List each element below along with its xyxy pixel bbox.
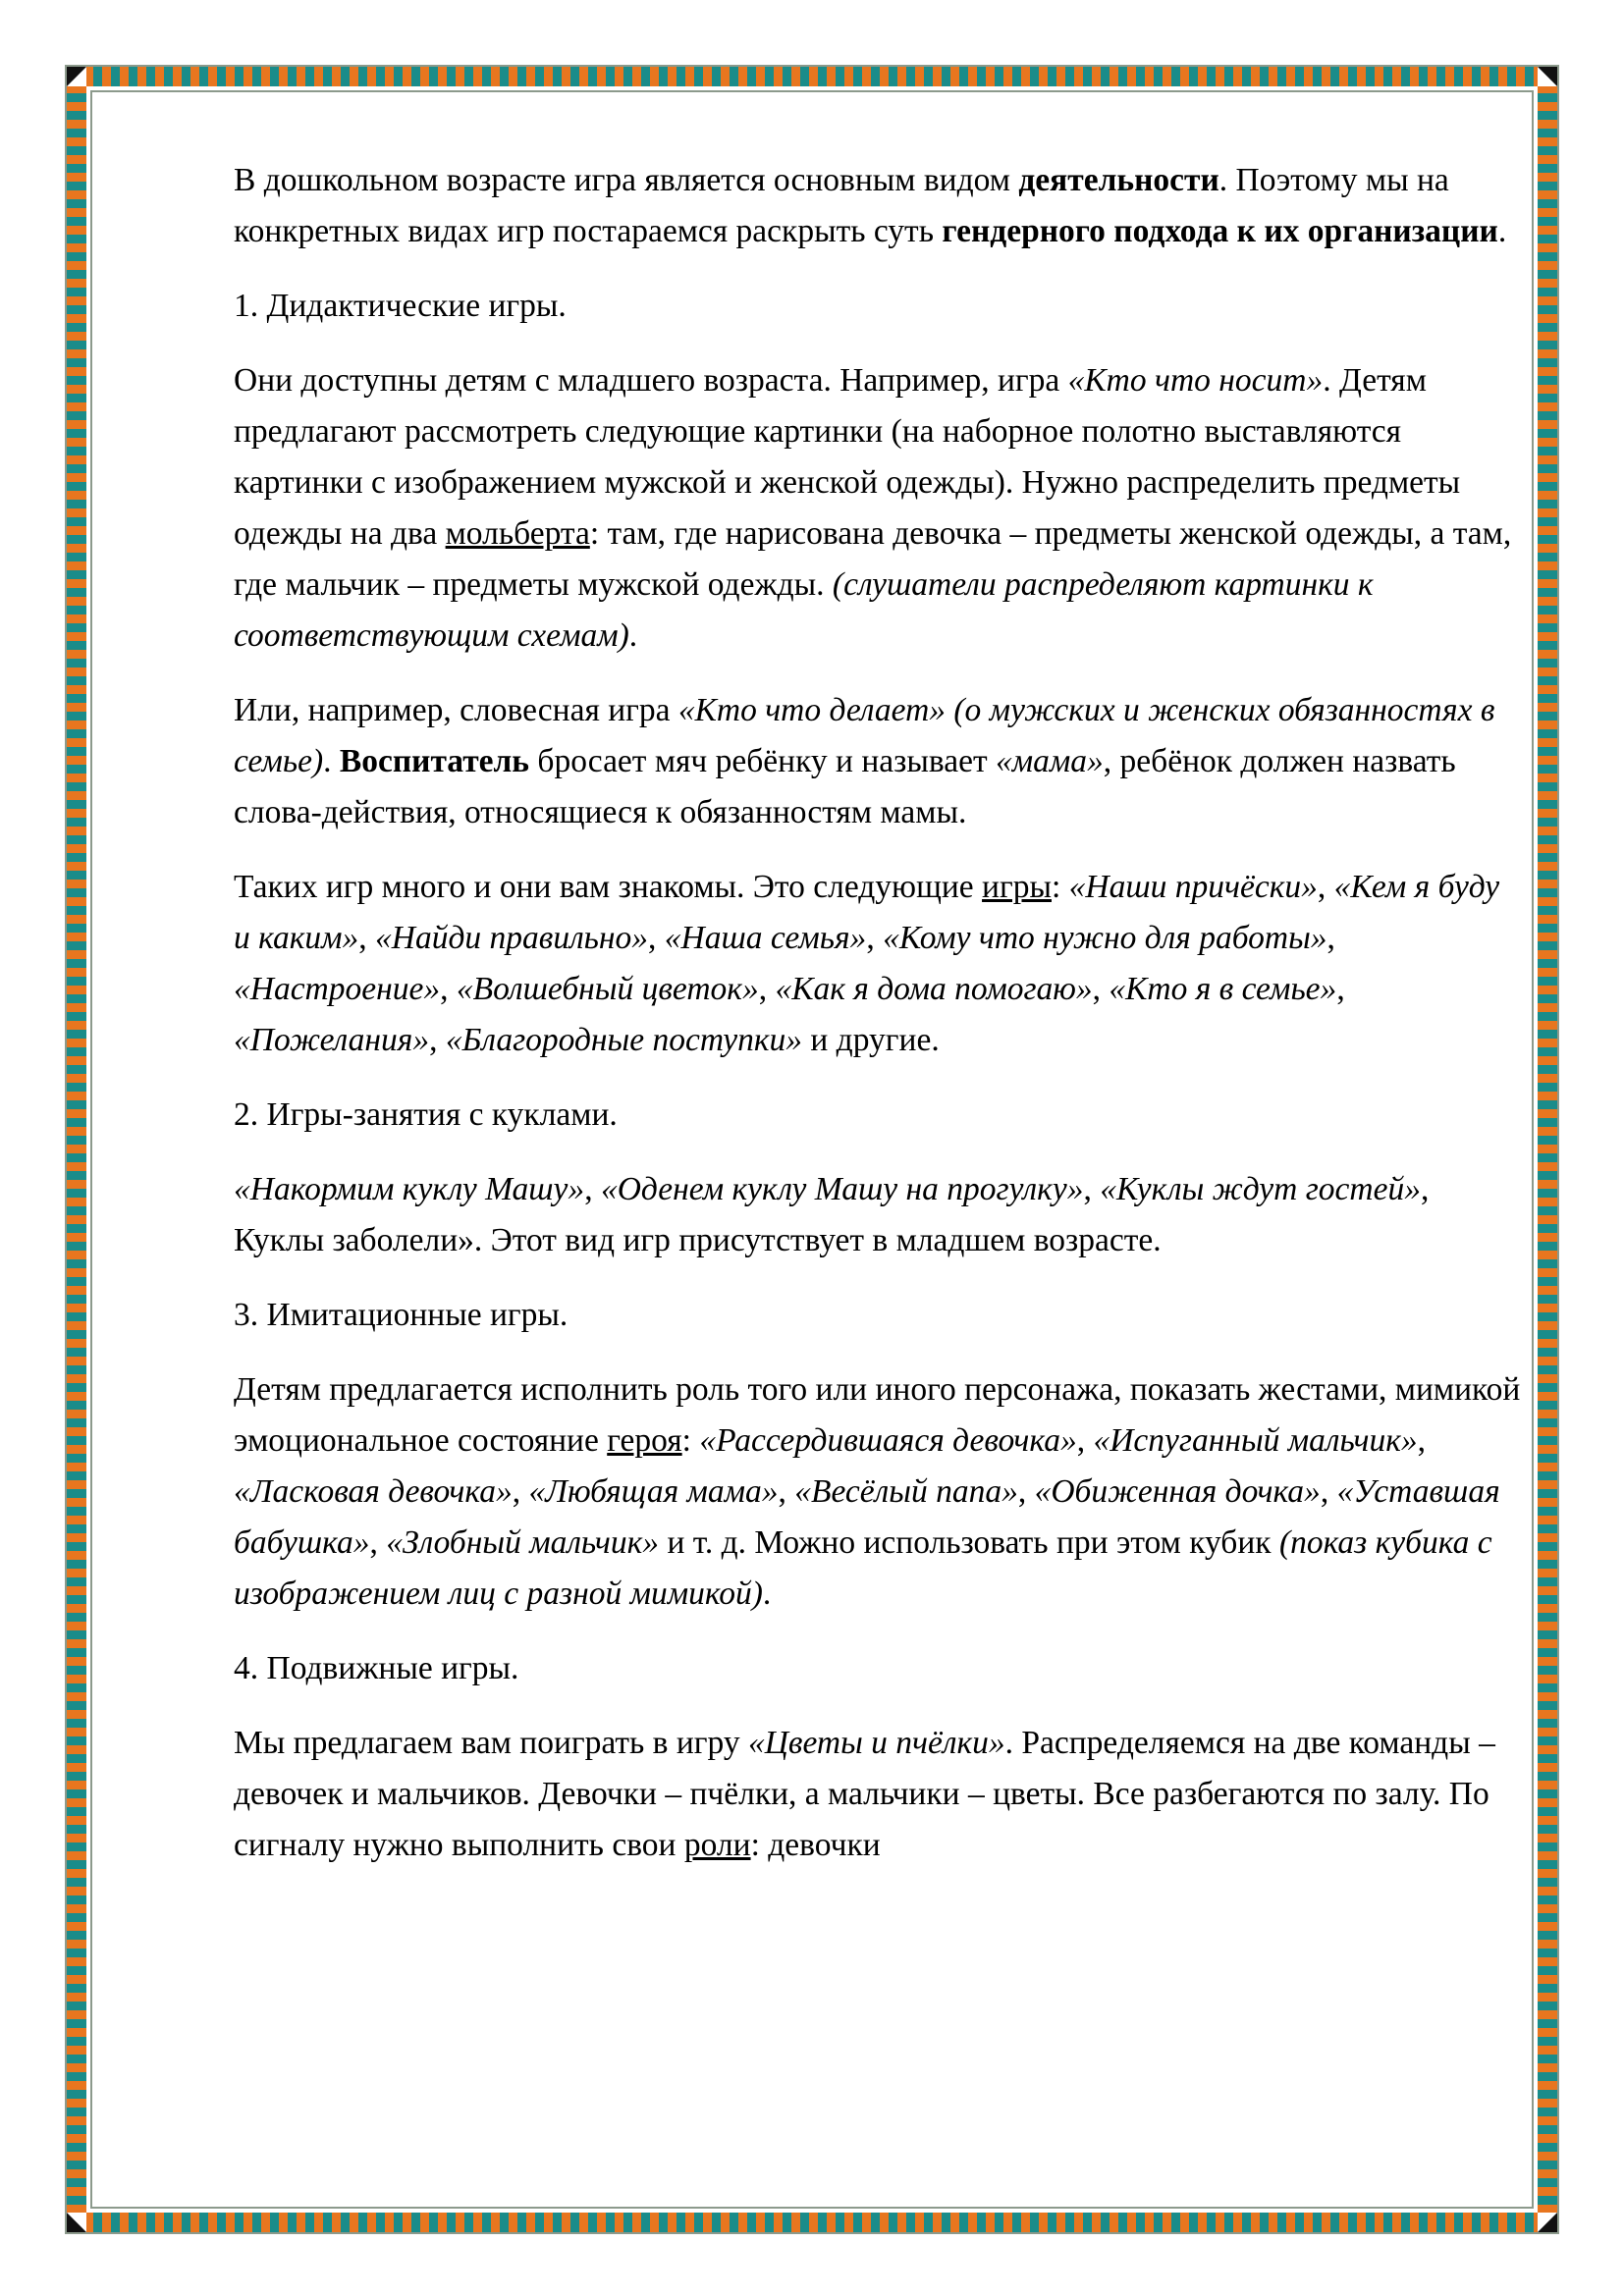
- border-corner-top-left: [67, 67, 86, 86]
- paragraph-games-list: Таких игр много и они вам знакомы. Это следующие игры: «Наши причёски», «Кем я буду и каким», «Найди правильно», «Наша семья», «Кому что нужно для работы», «Настроение», «Волшебный цветок», «Как я дома помогаю», «Кто я в семье», «Пожелания», «Благородные поступки» и другие.: [234, 869, 1500, 1058]
- paragraph-intro: В дошкольном возрасте игра является основным видом деятельности. Поэтому мы на конкретных видах игр постараемся раскрыть суть гендерного подхода к их организации.: [234, 162, 1507, 249]
- paragraph-doll-games: «Накормим куклу Машу», «Оденем куклу Машу на прогулку», «Куклы ждут гостей», Куклы заболели». Этот вид игр присутствует в младшем возрасте.: [234, 1171, 1430, 1258]
- decorative-border-bottom: [67, 2213, 1557, 2232]
- link-molbert[interactable]: мольберта: [445, 515, 590, 552]
- heading-doll-games: 2. Игры-занятия с куклами.: [234, 1096, 618, 1133]
- decorative-border-left: [67, 67, 86, 2232]
- link-igry[interactable]: игры: [982, 869, 1052, 905]
- paragraph-didactic: Они доступны детям с младшего возраста. Например, игра «Кто что носит». Детям предлагают рассмотреть следующие картинки (на наборное полотно выставляются картинки с изображением мужской и женской одежды). Нужно распределить предметы одежды на два мольберта: там, где нарисована девочка – предметы женской одежды, а там, где мальчик – предметы мужской одежды. (слушатели распределяют картинки к соответствующим схемам).: [234, 362, 1512, 654]
- border-corner-bottom-left: [67, 2213, 86, 2232]
- paragraph-word-game: Или, например, словесная игра «Кто что делает» (о мужских и женских обязанностях в семье). Воспитатель бросает мяч ребёнку и называет «мама», ребёнок должен назвать слова-действия, относящиеся к обязанностям мамы.: [234, 692, 1495, 830]
- decorative-border-top: [67, 67, 1557, 86]
- border-corner-top-right: [1538, 67, 1557, 86]
- heading-didactic-games: 1. Дидактические игры.: [234, 288, 567, 324]
- paragraph-imitation: Детям предлагается исполнить роль того или иного персонажа, показать жестами, мимикой эмоциональное состояние героя: «Рассердившаяся девочка», «Испуганный мальчик», «Ласковая девочка», «Любящая мама», «Весёлый папа», «Обиженная дочка», «Уставшая бабушка», «Злобный мальчик» и т. д. Можно использовать при этом кубик (показ кубика с изображением лиц с разной мимикой).: [234, 1371, 1521, 1612]
- link-roli[interactable]: роли: [683, 1827, 751, 1863]
- heading-active-games: 4. Подвижные игры.: [234, 1650, 519, 1686]
- paragraph-active-games: Мы предлагаем вам поиграть в игру «Цветы и пчёлки». Распределяемся на две команды – девочек и мальчиков. Девочки – пчёлки, а мальчики – цветы. Все разбегаются по залу. По сигналу нужно выполнить свои роли: девочки: [234, 1725, 1495, 1863]
- heading-imitation-games: 3. Имитационные игры.: [234, 1297, 568, 1333]
- border-corner-bottom-right: [1538, 2213, 1557, 2232]
- decorative-border-right: [1538, 67, 1557, 2232]
- link-geroy[interactable]: героя: [607, 1422, 682, 1459]
- document-body: [234, 155, 1522, 1895]
